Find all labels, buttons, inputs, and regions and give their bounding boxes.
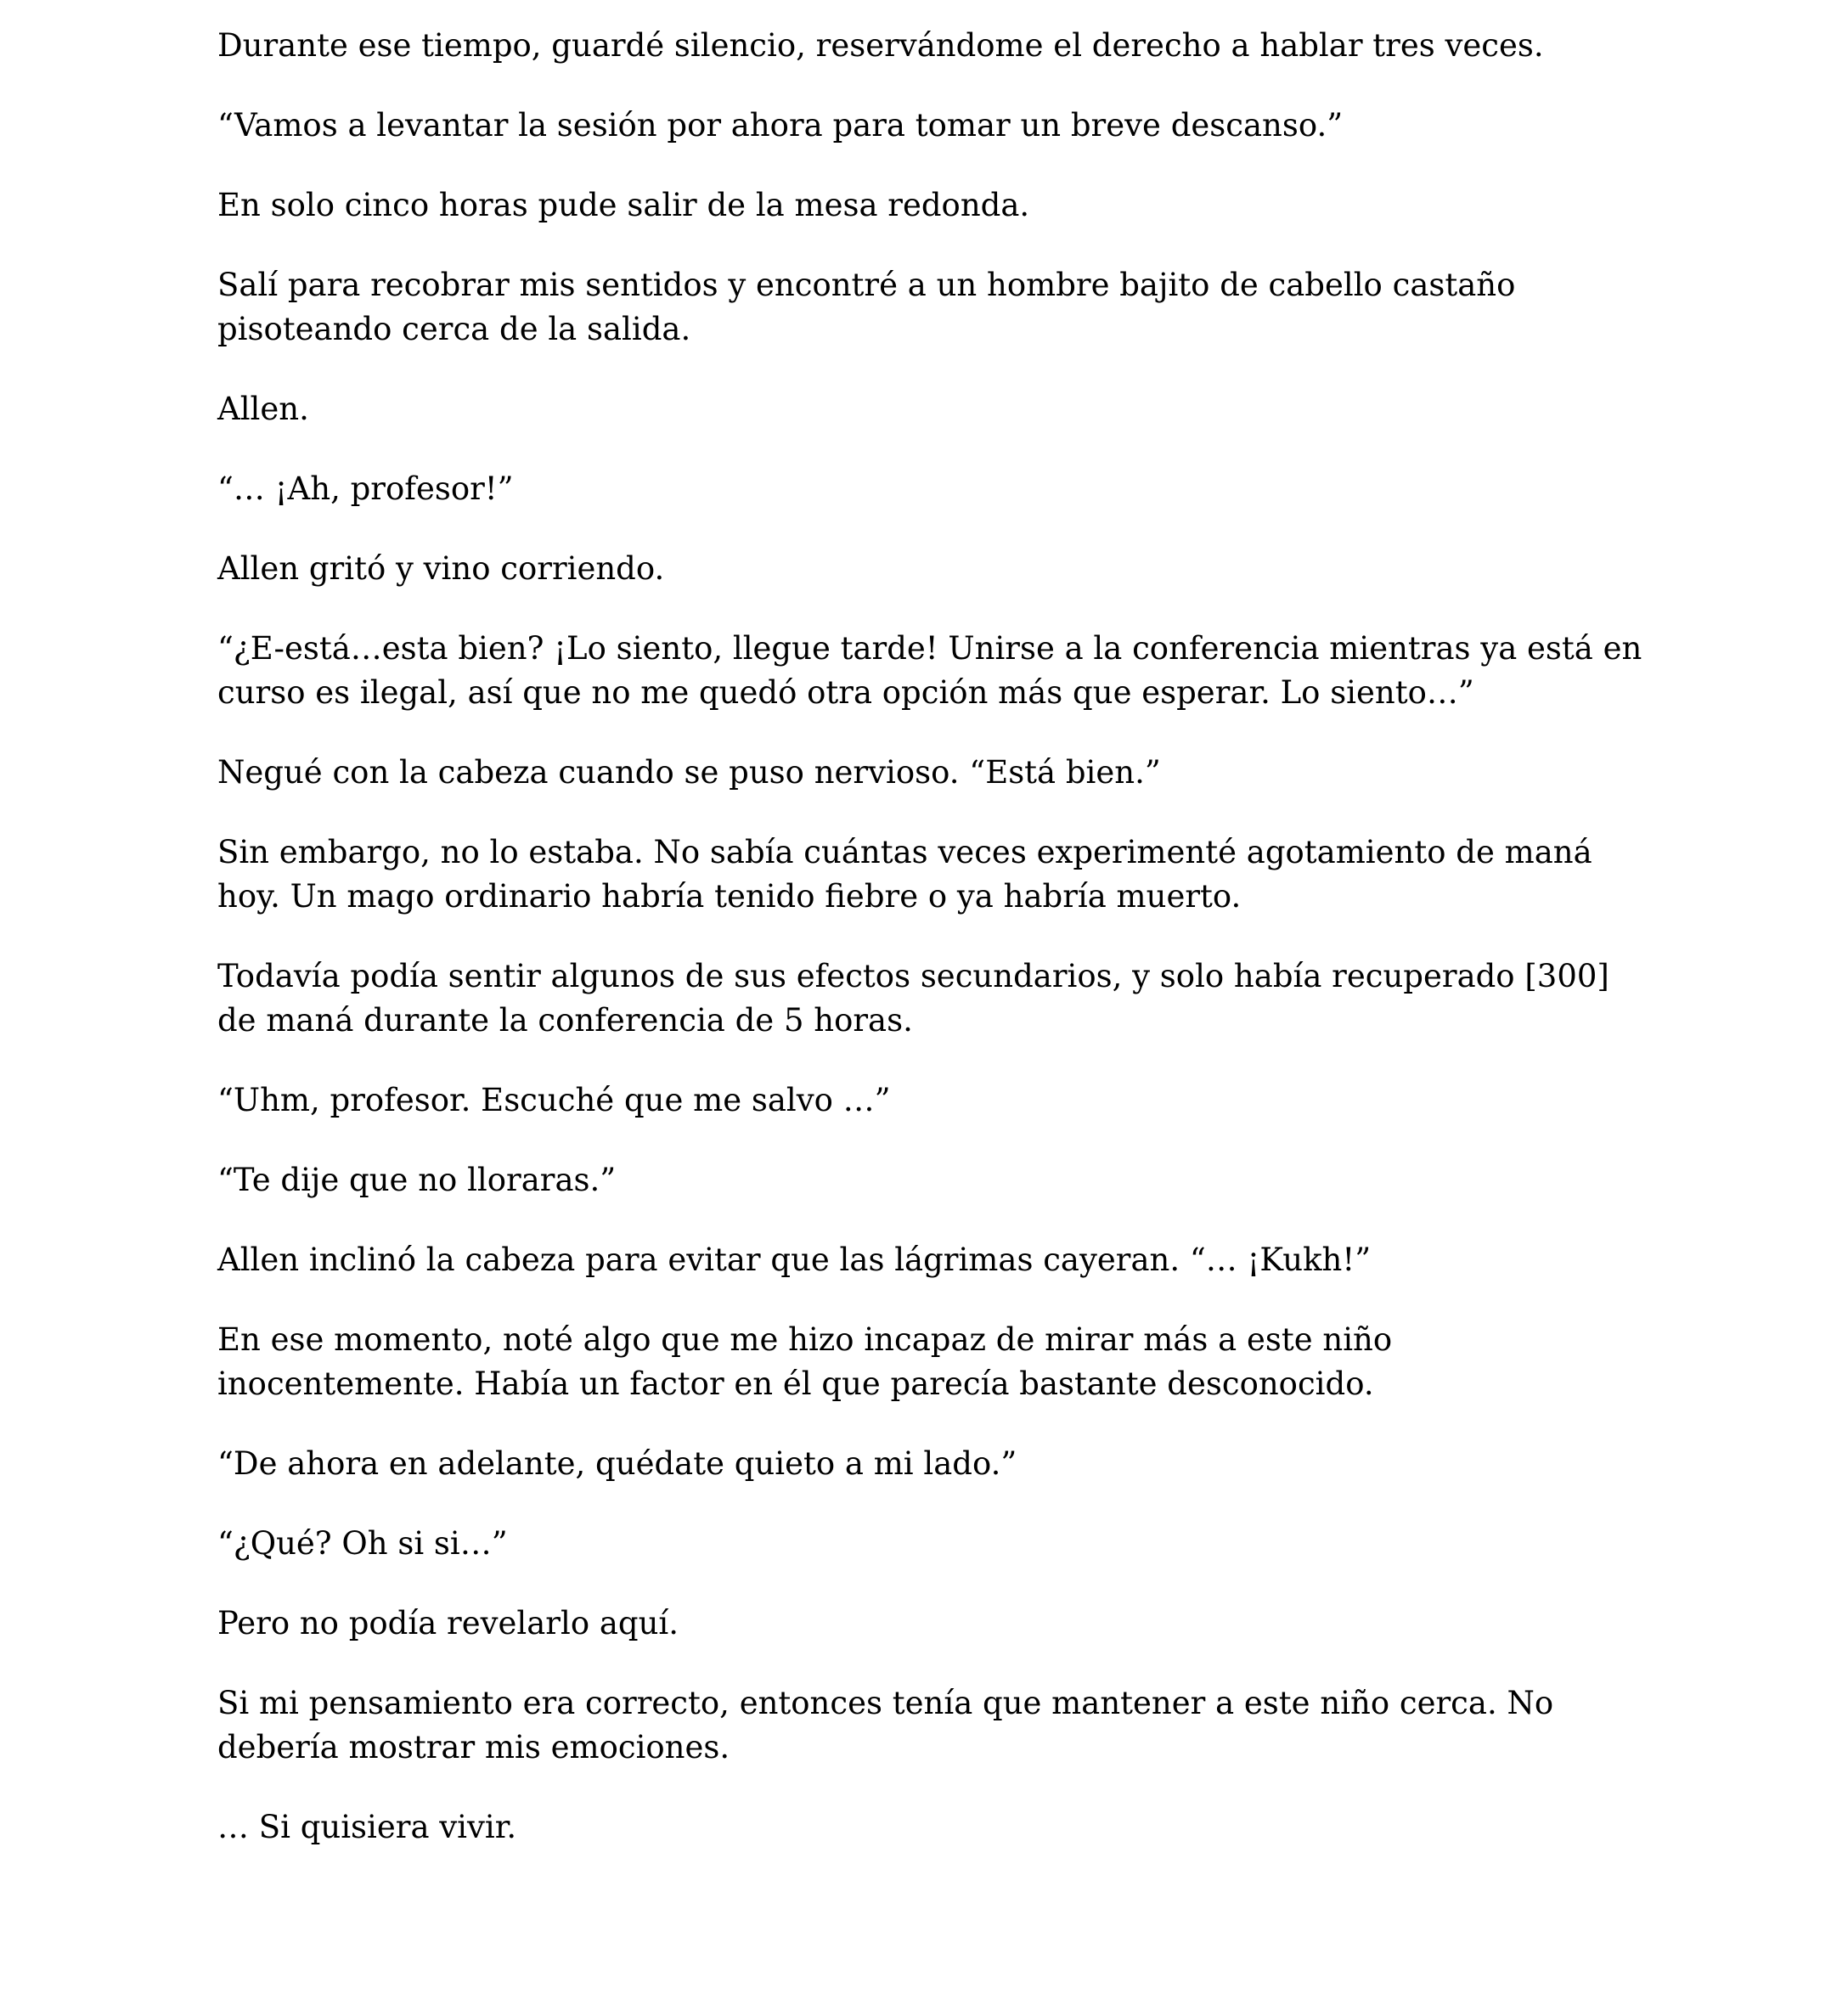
- paragraph-3: En solo cinco horas pude salir de la mesa redonda.: [217, 187, 1030, 223]
- paragraph-18: Pero no podía revelarlo aquí.: [217, 1605, 679, 1641]
- paragraph-20: … Si quisiera vivir.: [217, 1809, 517, 1845]
- paragraph-12: “Uhm, profesor. Escuché que me salvo …”: [217, 1082, 891, 1118]
- paragraph-2: “Vamos a levantar la sesión por ahora para tomar un breve descanso.”: [217, 107, 1344, 144]
- paragraph-17: “¿Qué? Oh si si…”: [217, 1525, 508, 1562]
- paragraph-4: Salí para recobrar mis sentidos y encontré a un hombre bajito de cabello castaño pisoteando cerca de la salida.: [217, 267, 1516, 347]
- paragraph-16: “De ahora en adelante, quédate quieto a mi lado.”: [217, 1445, 1017, 1482]
- paragraph-15: En ese momento, noté algo que me hizo incapaz de mirar más a este niño inocentemente. Había un factor en él que parecía bastante desconocido.: [217, 1321, 1393, 1402]
- paragraph-10: Sin embargo, no lo estaba. No sabía cuántas veces experimenté agotamiento de maná hoy. Un mago ordinario habría tenido fiebre o ya habría muerto.: [217, 834, 1592, 915]
- paragraph-14: Allen inclinó la cabeza para evitar que las lágrimas cayeran. “… ¡Kukh!”: [217, 1242, 1372, 1278]
- document-page: [217, 24, 1644, 1885]
- paragraph-7: Allen gritó y vino corriendo.: [217, 550, 665, 587]
- paragraph-6: “… ¡Ah, profesor!”: [217, 470, 514, 507]
- paragraph-19: Si mi pensamiento era correcto, entonces tenía que mantener a este niño cerca. No debería mostrar mis emociones.: [217, 1685, 1554, 1765]
- paragraph-5: Allen.: [217, 391, 309, 427]
- paragraph-11: Todavía podía sentir algunos de sus efectos secundarios, y solo había recuperado [300] de maná durante la conferencia de 5 horas.: [217, 958, 1609, 1039]
- paragraph-8: “¿E-está…esta bien? ¡Lo siento, llegue tarde! Unirse a la conferencia mientras ya está en curso es ilegal, así que no me quedó otra opción más que esperar. Lo siento…”: [217, 630, 1642, 711]
- paragraph-13: “Te dije que no lloraras.”: [217, 1162, 617, 1198]
- paragraph-1: Durante ese tiempo, guardé silencio, reservándome el derecho a hablar tres veces.: [217, 27, 1544, 64]
- paragraph-9: Negué con la cabeza cuando se puso nervioso. “Está bien.”: [217, 754, 1161, 791]
